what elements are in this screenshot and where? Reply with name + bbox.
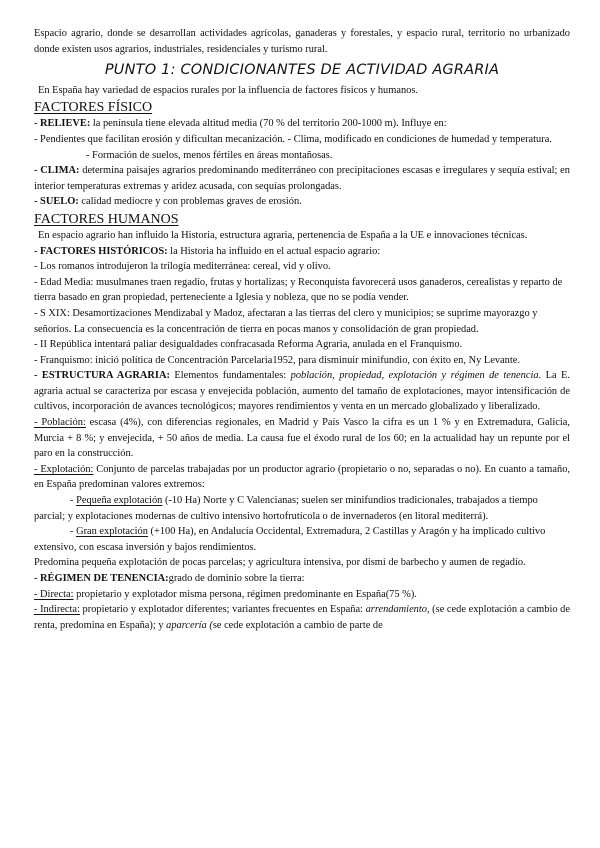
historicos-label: - FACTORES HISTÓRICOS: — [34, 245, 168, 257]
indirecta-paragraph — [34, 602, 570, 633]
romanos-paragraph: - Los romanos introdujeron la trilogía mediterránea: cereal, vid y olivo. — [34, 261, 331, 273]
estructura-paragraph — [34, 368, 570, 415]
historicos-paragraph — [34, 244, 570, 260]
suelo-label: - SUELO: — [34, 196, 79, 208]
gran-text: (+100 Ha), en Andalucía Occidental, Extremadura, 2 Castillas y Aragón y ha implicado cultivo extensivo, con escasa inversión y bajos rendimientos. — [34, 526, 546, 553]
edad-media-paragraph: - Edad Media: musulmanes traen regadío, frutas y hortalizas; y Reconquista favorecerá usos ganaderos, cerealistas y reparto de tierra basado en gran propiedad, perteneciente a Iglesia y nobleza, que no se podía vender. — [34, 276, 563, 304]
estructura-label: - ESTRUCTURA AGRARIA: — [34, 370, 170, 382]
s-xix-paragraph: - S XIX: Desamortizaciones Mendizabal y Madoz, afectaran a las tierras del clero y municipios; se suprime mayorazgo y señoríos. La consecuencia es la concentración de tierra en pocas manos y consolidación de gran propiedad. — [34, 307, 538, 335]
poblacion-paragraph — [34, 415, 570, 462]
relieve-paragraph — [34, 116, 570, 132]
pequena-text: (-10 Ha) Norte y C Valencianas; suelen ser minifundios tradicionales, trabajados a tiempo parcial; y explotaciones modernas de cultivo intensivo hortofrutícola o de invernaderos (en litoral mediterrá). — [34, 495, 538, 522]
clima-label: - CLIMA: — [34, 165, 80, 177]
pequena-prefix: - — [70, 495, 77, 507]
clima-paragraph — [34, 163, 570, 194]
estructura-post: . La E. agraria actual se caracteriza por escasa y envejecida población, aumento del tamaño de explotaciones, mayor intensificación de cultivos, incorporación de avances tecnológicos; mayores rendimientos y venta en un mercado globalizado y liberalizado. — [34, 370, 570, 413]
pequena-explotacion-paragraph — [34, 493, 570, 524]
clima-text: determina paisajes agrarios predominando mediterráneo con precipitaciones escasas e irregulares y sequía estival; en interior temperaturas extremas y aridez acusada, con sequías prolongadas. — [34, 165, 570, 192]
regimen-label: - RÉGIMEN DE TENENCIA: — [34, 573, 169, 584]
regimen-paragraph — [34, 571, 570, 587]
estructura-italic: población, propiedad, explotación y régimen de tenencia — [290, 370, 539, 382]
estructura-pre: Elementos fundamentales: — [169, 370, 291, 382]
indirecta-italic-2: aparcería ( — [166, 619, 213, 631]
page-title: PUNTO 1: CONDICIONANTES DE ACTIVIDAD AGRARIA — [104, 62, 500, 79]
poblacion-label: - Población: — [34, 417, 86, 429]
indirecta-mid: , (se cede explotación a cambio de renta, predomina en España); y — [34, 604, 570, 631]
heading-factores-fisicos: FACTORES FÍSICO — [34, 100, 153, 116]
regimen-text: grado de dominio sobre la tierra: — [168, 573, 305, 584]
historicos-text: la Historia ha influido en el actual espacio agrario: — [167, 245, 381, 257]
pendientes-text-b: - Formación de suelos, menos fértiles en áreas montañosas. — [86, 149, 333, 161]
pequena-label: Pequeña explotación — [76, 495, 163, 507]
indirecta-label: - Indirecta: — [34, 604, 80, 616]
explotacion-text: Conjunto de parcelas trabajadas por un productor agrario (propietario o no, separadas o no). En cuanto a tamaño, en España predominan valores extremos: — [34, 463, 570, 491]
poblacion-text: escasa (4%), con diferencias regionales, en Madrid y País Vasco la cifra es un 1 % y en Extremadura, Galicia, Murcia + 8 %; y envejecida, + 50 años de media. La causa fue el éxodo rural de los 60; en la actualidad hay un repunte por el paro en la construcción. — [34, 417, 570, 460]
suelo-paragraph — [34, 194, 570, 210]
suelo-text: calidad mediocre y con problemas graves de erosión. — [78, 196, 302, 208]
indirecta-pre: propietario y explotador diferentes; variantes frecuentes en España: — [79, 604, 366, 616]
relieve-text: la península tiene elevada altitud media (70 % del territorio 200-1000 m). Influye en: — [90, 118, 447, 130]
franquismo-paragraph: - Franquismo: inició política de Concentración Parcelaria1952, para disminuir minifundio, con éxito en, Ny Levante. — [34, 354, 520, 366]
indirecta-post: se cede explotación a cambio de parte de — [212, 619, 383, 631]
indirecta-italic-1: arrendamiento — [365, 604, 427, 616]
relieve-label: - RELIEVE: — [34, 118, 91, 130]
republica-paragraph: - II República intentará paliar desigualdades confracasada Reforma Agraria, anulada en el Franquismo. — [34, 339, 463, 351]
pendientes-text-a: - Pendientes que facilitan erosión y dificultan mecanización. - Clima, modificado en condiciones de humedad y temperatura. — [34, 133, 552, 145]
humanos-lead-paragraph: En espacio agrario han influido la Historia, estructura agraria, pertenencia de España a la UE e innovaciones técnicas. — [38, 229, 528, 241]
directa-paragraph — [34, 587, 570, 603]
explotacion-paragraph — [34, 462, 570, 493]
directa-label: - Directa: — [34, 588, 74, 600]
predomina-paragraph: Predomina pequeña explotación de pocas parcelas; y agricultura intensiva, por dismi de barbecho y aumen de regadío. — [34, 557, 526, 569]
gran-label: Gran explotación — [76, 526, 148, 538]
explotacion-label: - Explotación: — [34, 463, 94, 475]
pendientes-paragraph — [34, 132, 570, 163]
intro-paragraph: Espacio agrario, donde se desarrollan actividades agrícolas, ganaderas y forestales, y espacio rural, territorio no urbanizado donde existen usos agrarios, industriales, residenciales y turismo rural. — [34, 28, 570, 55]
heading-factores-humanos: FACTORES HUMANOS — [34, 211, 179, 227]
lead-paragraph: En España hay variedad de espacios rurales por la influencia de factores físicos y humanos. — [38, 84, 418, 96]
gran-prefix: - — [70, 526, 77, 538]
gran-explotacion-paragraph — [34, 524, 570, 555]
directa-text: propietario y explotador misma persona, régimen predominante en España(75 %). — [73, 588, 417, 600]
